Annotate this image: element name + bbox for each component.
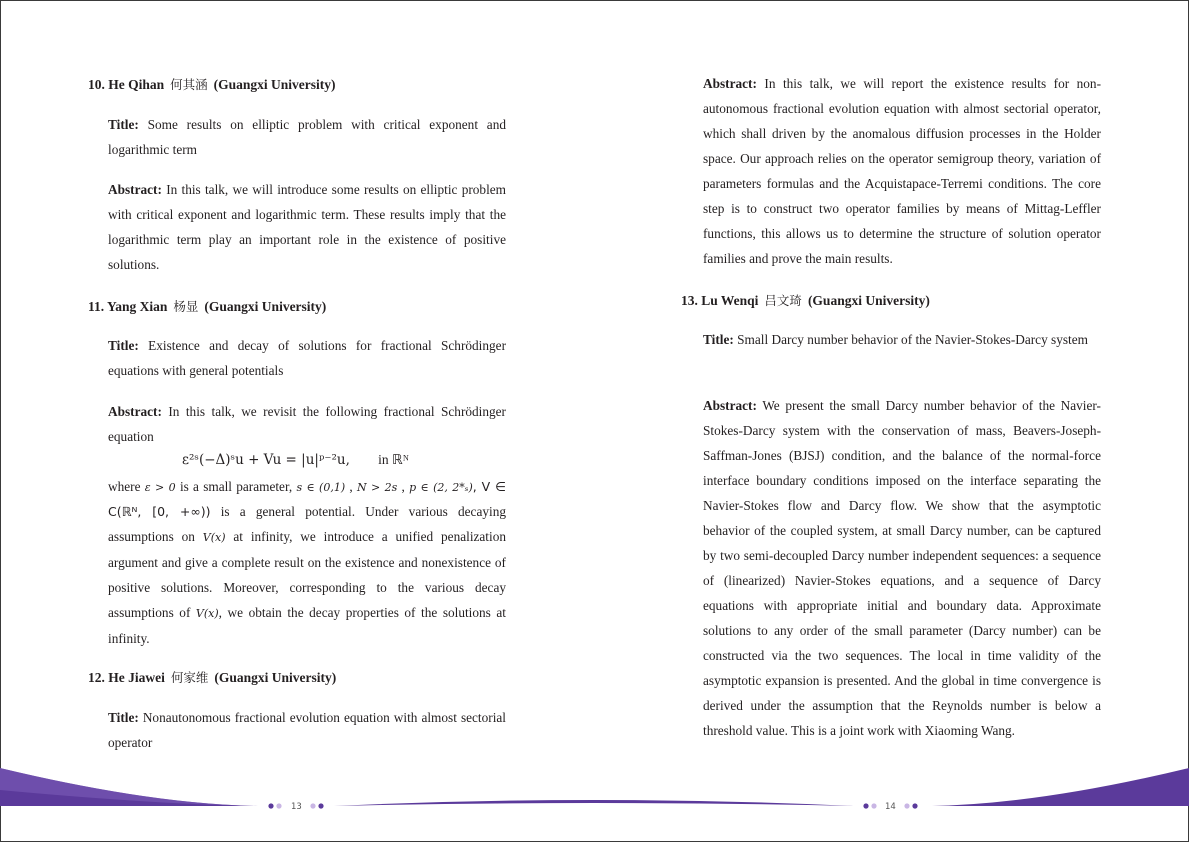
speaker-chinese-name: 何家维: [170, 670, 209, 685]
section-11-heading: [88, 297, 326, 315]
dot-icon: [276, 803, 281, 808]
abstract-text: In this talk, we revisit the following fractional Schrödinger equation: [108, 404, 506, 444]
speaker-name: 11. Yang Xian: [88, 299, 168, 314]
right-wave: [932, 768, 1189, 806]
section-12-abstract: [703, 71, 1101, 271]
footer-decoration: [0, 760, 1189, 842]
section-13-abstract: [703, 393, 1101, 743]
abstract-label: Abstract:: [108, 182, 162, 197]
section-13-heading: [681, 291, 930, 309]
dot-icon: [871, 803, 876, 808]
title-label: Title:: [108, 117, 139, 132]
title-text: Nonautonomous fractional evolution equation with almost sectorial operator: [108, 710, 506, 750]
title-label: Title:: [703, 332, 734, 347]
section-11-title: [108, 333, 506, 383]
section-10-title: [108, 112, 506, 162]
dot-icon: [268, 803, 273, 808]
abstract-label: Abstract:: [703, 76, 757, 91]
page-number-left: 13: [291, 802, 302, 812]
text-small-parameter: is a small parameter,: [179, 479, 293, 494]
text-where: where: [108, 479, 141, 494]
title-text: Small Darcy number behavior of the Navier-Stokes-Darcy system: [737, 332, 1088, 347]
speaker-name: 10. He Qihan: [88, 77, 165, 92]
speaker-affiliation: (Guangxi University): [213, 77, 336, 92]
abstract-label: Abstract:: [703, 398, 757, 413]
section-12-heading: [88, 668, 336, 686]
section-13-title: [703, 327, 1101, 352]
math-epsilon-positive: ε > 0: [144, 481, 176, 494]
dot-icon: [863, 803, 868, 808]
dot-icon: [904, 803, 909, 808]
math-v-in: , V ∈: [472, 479, 506, 494]
section-12-title: [108, 705, 506, 755]
dot-icon: [912, 803, 917, 808]
section-11-abstract-intro: [108, 399, 506, 449]
abstract-text: In this talk, we will report the existence results for non-autonomous fractional evolution equation with almost sectorial operator, which shall driven by the anomalous diffusion processes in the Holder space. Our approach relies on the operator semigroup theory, variation of parameters formulas and the Acquistapace-Terremi conditions. The core step is to construct two operator families by means of Mittag-Leffler functions, this allows us to determine the structure of solution operator families and prove the main results.: [703, 76, 1101, 266]
math-vx: V(x): [195, 607, 219, 620]
speaker-affiliation: (Guangxi University): [214, 670, 337, 685]
speaker-chinese-name: 吕文琦: [764, 293, 802, 308]
speaker-affiliation: (Guangxi University): [807, 293, 930, 308]
math-p-interval: p ∈ (2, 2*ₛ): [409, 481, 473, 494]
speaker-name: 13. Lu Wenqi: [681, 293, 759, 308]
center-swoosh: [334, 800, 854, 806]
title-text: Existence and decay of solutions for fractional Schrödinger equations with general potentials: [108, 338, 507, 378]
right-page: [595, 0, 1189, 842]
dot-icon: [318, 803, 323, 808]
abstract-line-where: where ε > 0 is a small parameter, s ∈ (0,1) , N > 2s , p ∈ (2, 2*ₛ), V ∈: [108, 479, 506, 494]
display-equation: [182, 452, 409, 468]
abstract-body: [108, 499, 506, 651]
text-penalization: at infinity, we introduce a unified penalization argument and give a complete result on the existence and nonexistence of positive solutions. Moreover, corresponding to the various decay assumptions of: [108, 529, 506, 620]
math-s-interval: s ∈ (0,1): [296, 481, 346, 494]
math-n-bound: N > 2s: [356, 481, 398, 494]
speaker-name: 12. He Jiawei: [88, 670, 165, 685]
speaker-chinese-name: 何其涵: [170, 77, 208, 92]
math-function-space: C(ℝᴺ, [0, +∞)): [108, 504, 211, 519]
equation-domain: in ℝᴺ: [378, 452, 409, 467]
title-label: Title:: [108, 338, 139, 353]
equation-body: ε²ˢ(−Δ)ˢu + Vu = |u|ᵖ⁻²u,: [182, 452, 350, 468]
title-text: Some results on elliptic problem with critical exponent and logarithmic term: [108, 117, 507, 157]
abstract-text: In this talk, we will introduce some results on elliptic problem with critical exponent and logarithmic term. These results imply that the logarithmic term play an important role in the existence of positive solutions.: [108, 182, 507, 272]
section-10-heading: [88, 75, 336, 93]
title-label: Title:: [108, 710, 139, 725]
left-page: [0, 0, 594, 842]
math-vx: V(x): [202, 531, 226, 544]
abstract-label: Abstract:: [108, 404, 162, 419]
speaker-affiliation: (Guangxi University): [204, 299, 327, 314]
abstract-text: We present the small Darcy number behavior of the Navier-Stokes-Darcy system with the conservation of mass, Beavers-Joseph-Saffman-Jones (BJSJ) condition, and the balance of the normal-force interface boundary conditions imposed on the interface separating the Navier-Stokes flow and Darcy flow. We show that the asymptotic behavior of the coupled system, at small Darcy number, can be captured by two semi-decoupled Darcy number independent sequences: a sequence of (linearized) Navier-Stokes equations, and a sequence of Darcy equations with appropriate initial and boundary data. Approximate solutions to any order of the small parameter (Darcy number) can be constructed via the two sequences. The local in time validity of the asymptotic expansion is presented. And the global in time convergence is derived under the assumption that the Reynolds number is below a threshold value. This is a joint work with Xiaoming Wang.: [703, 398, 1101, 738]
dot-icon: [310, 803, 315, 808]
text-decay-properties: , we obtain the decay properties of the solutions at infinity.: [108, 605, 506, 646]
page-number-right: 14: [885, 802, 896, 812]
text-general-potential: is a general potential. Under various decaying assumptions on: [108, 504, 507, 544]
section-10-abstract: [108, 177, 506, 277]
speaker-chinese-name: 杨显: [173, 299, 199, 314]
